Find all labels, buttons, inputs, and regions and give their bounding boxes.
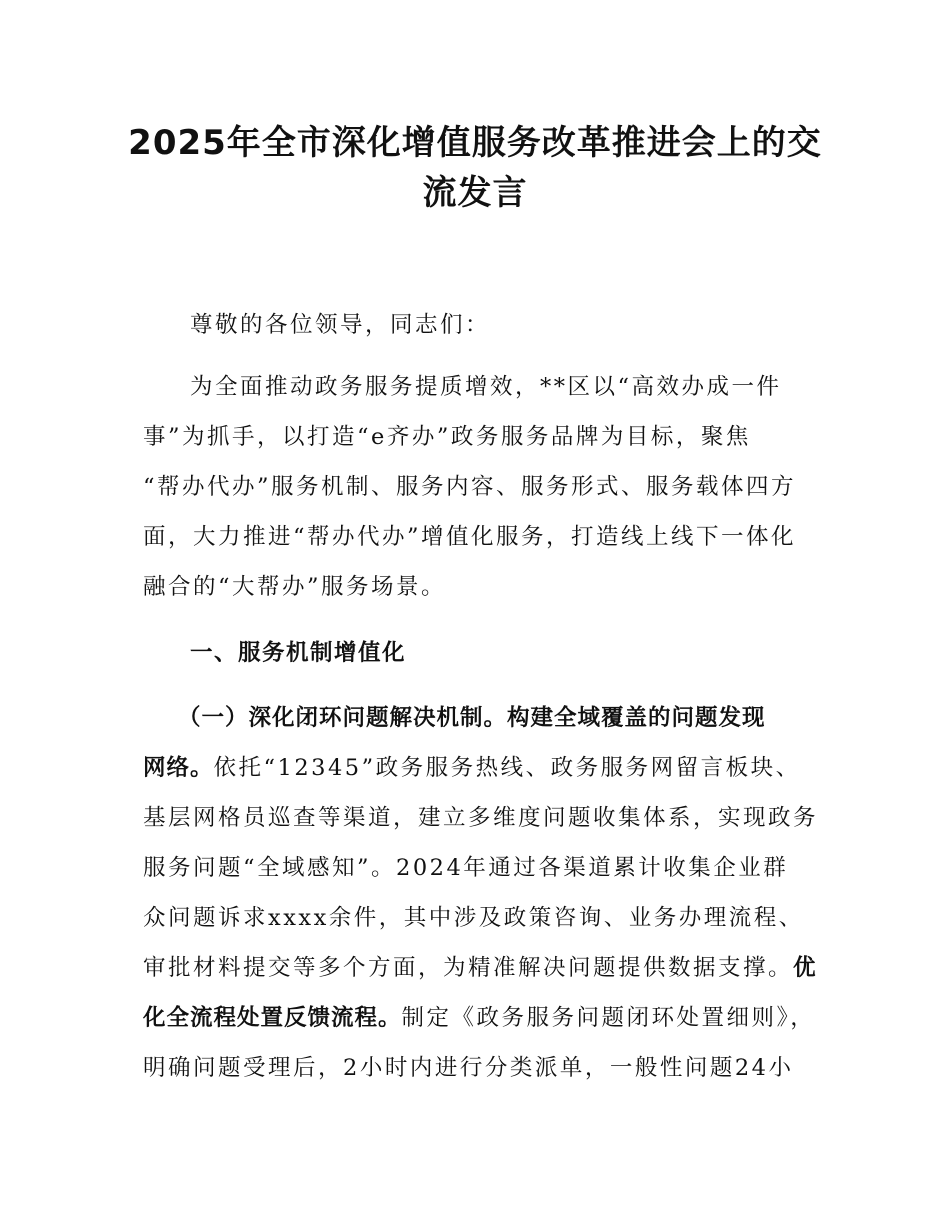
paragraph-line-6 (143, 1003, 815, 1033)
document-title (120, 118, 830, 218)
title-line-1: 2025年全市深化增值服务改革推进会上的交 (128, 123, 822, 163)
paragraph-line-6-text: 制定《政务服务问题闭环处置细则》， (401, 1005, 816, 1031)
paragraph-line-3: 服务问题“全域感知”。2024年通过各渠道累计收集企业群 (143, 855, 789, 881)
paragraph-line-5-text: 审批材料提交等多个方面，为精准解决问题提供数据支撑。 (143, 955, 794, 981)
paragraph-line-7: 明确问题受理后，2小时内进行分类派单，一般性问题24小 (143, 1055, 794, 1081)
title-line-2: 流发言 (422, 173, 528, 213)
paragraph-line-1-bold: 网络。 (143, 755, 214, 781)
paragraph-line-5-bold: 优 (793, 955, 817, 981)
intro-line-2: 事”为抓手，以打造“e齐办”政务服务品牌为目标，聚焦 (143, 424, 751, 450)
intro-line-1: 为全面推动政务服务提质增效，**区以“高效办成一件 (190, 374, 782, 400)
paragraph-line-6-bold: 化全流程处置反馈流程。 (143, 1005, 402, 1031)
paragraph-line-1 (143, 753, 801, 783)
intro-line-4: 面，大力推进“帮办代办”增值化服务，打造线上线下一体化 (143, 524, 797, 550)
intro-line-5: 融合的“大帮办”服务场景。 (143, 574, 447, 600)
subsection-1-heading: （一）深化闭环问题解决机制。构建全域覆盖的问题发现 (178, 705, 766, 731)
section-1-heading: 一、服务机制增值化 (190, 640, 407, 666)
paragraph-line-1-text: 依托“12345”政务服务热线、政务服务网留言板块、 (213, 755, 801, 781)
salutation: 尊敬的各位领导，同志们： (190, 312, 491, 338)
paragraph-line-2: 基层网格员巡查等渠道，建立多维度问题收集体系，实现政务 (143, 805, 819, 831)
paragraph-line-4: 众问题诉求xxxx余件，其中涉及政策咨询、业务办理流程、 (143, 905, 804, 931)
paragraph-line-5 (143, 953, 817, 983)
intro-line-3: “帮办代办”服务机制、服务内容、服务形式、服务载体四方 (143, 474, 797, 500)
